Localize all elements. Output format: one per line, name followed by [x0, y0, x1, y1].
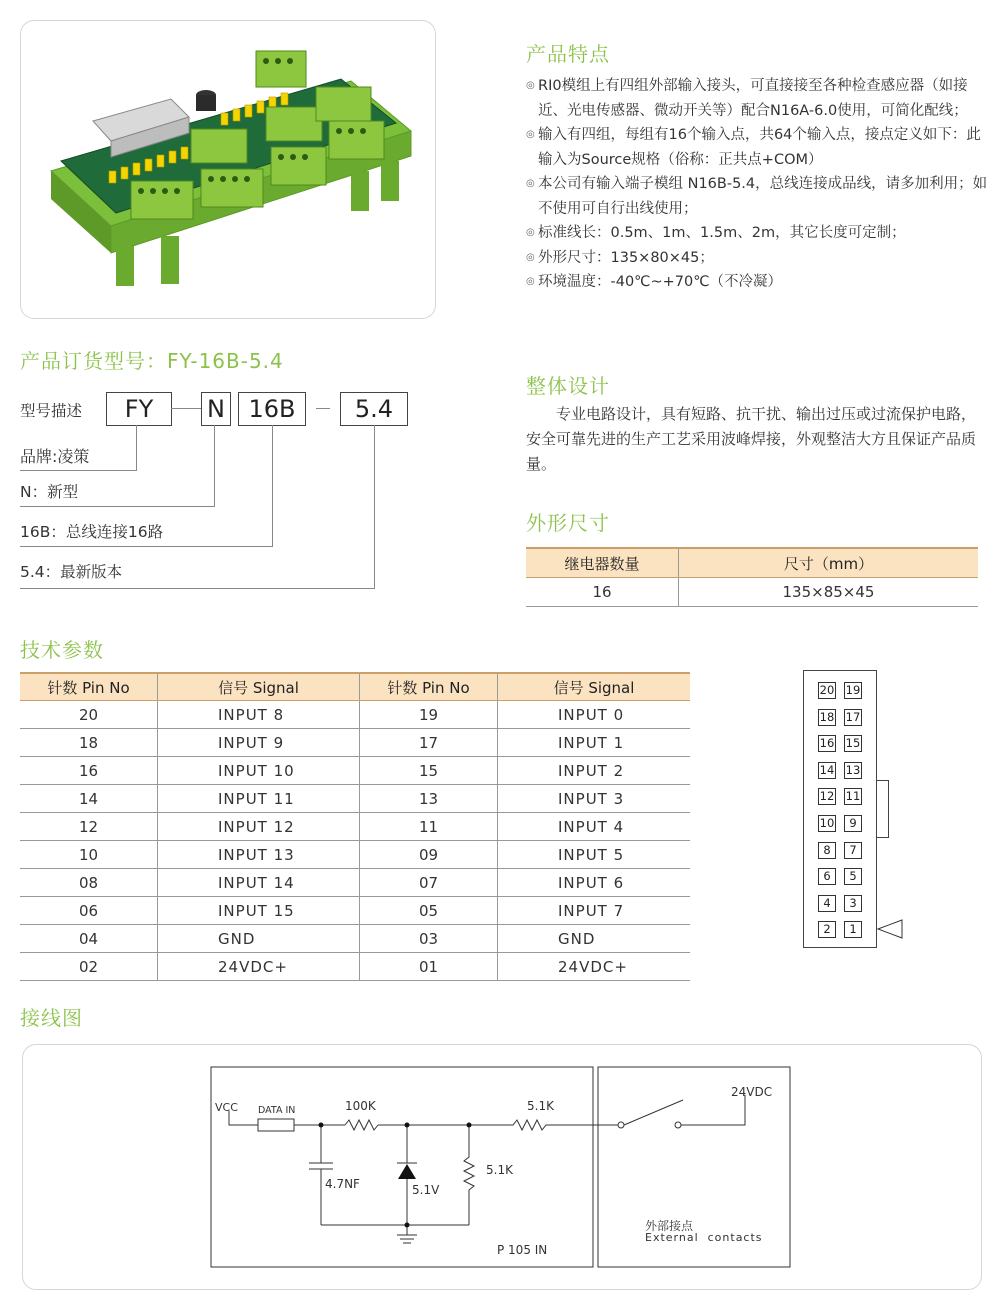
dimensions-table: [526, 547, 978, 607]
connector-pin: 1: [844, 921, 862, 938]
signal-cell: INPUT 15: [158, 897, 360, 925]
signal-cell: INPUT 1: [498, 729, 691, 757]
features-heading: 产品特点: [526, 42, 610, 66]
table-header-row: [20, 673, 690, 701]
pin-number-cell: 01: [360, 953, 498, 981]
column-header: 继电器数量: [526, 548, 679, 578]
data-in-label: DATA IN: [258, 1105, 296, 1116]
table-row: [20, 813, 690, 841]
capacitor-label: 4.7NF: [325, 1177, 360, 1191]
connector-pin: 2: [818, 921, 836, 938]
table-header-row: [526, 548, 978, 578]
feature-item: [526, 221, 988, 246]
leader-line: [20, 546, 273, 547]
table-cell: 16: [526, 578, 679, 607]
connector-pin: 14: [819, 762, 835, 777]
connector-pin: 13: [845, 762, 861, 777]
external-contact-cn: 外部接点: [645, 1219, 694, 1233]
connector-pin: 17: [845, 709, 861, 724]
signal-cell: GND: [158, 925, 360, 953]
wiring-frame: [22, 1044, 982, 1290]
pin-number-cell: 17: [360, 729, 498, 757]
connector-pin: 15: [845, 736, 861, 751]
column-header: 针数 Pin No: [360, 673, 498, 701]
r1-label: 100K: [345, 1099, 376, 1113]
table-row: [20, 897, 690, 925]
product-photo: [21, 21, 435, 318]
model-desc-label: 型号描述: [20, 402, 83, 420]
params-heading: 技术参数: [20, 638, 104, 662]
connector-pin: 16: [819, 736, 835, 751]
table-cell: 135×85×45: [679, 578, 979, 607]
pin-number-cell: 13: [360, 785, 498, 813]
pin-number-cell: 10: [20, 841, 158, 869]
signal-cell: INPUT 13: [158, 841, 360, 869]
code-connector-line: [316, 408, 330, 409]
connector-pin: 11: [845, 789, 861, 804]
features-list: [526, 74, 988, 295]
version-desc: 5.4：最新版本: [20, 563, 123, 581]
connector-pin: 19: [845, 683, 861, 697]
pin1-arrow-icon: [876, 918, 904, 940]
connector-key: [876, 780, 889, 838]
pin-number-cell: 02: [20, 953, 158, 981]
signal-cell: INPUT 0: [498, 701, 691, 729]
pin-label: P 105 IN: [497, 1243, 548, 1257]
r3-label: 5.1K: [486, 1163, 513, 1177]
design-text: 专业电路设计，具有短路、抗干扰、输出过压或过流保护电路，安全可靠先进的生产工艺采用波峰焊接，外观整洁大方且保证产品质量。: [526, 405, 977, 473]
pin-number-cell: 16: [20, 757, 158, 785]
pin-number-cell: 04: [20, 925, 158, 953]
leader-line: [214, 425, 215, 507]
leader-line: [272, 425, 273, 547]
leader-line: [20, 588, 375, 589]
dimensions-heading: 外形尺寸: [526, 511, 610, 535]
bullet-icon: ◎: [526, 276, 535, 287]
signal-cell: 24VDC+: [498, 953, 691, 981]
signal-cell: INPUT 12: [158, 813, 360, 841]
code-connector-line: [171, 408, 201, 409]
code-box-n: N: [201, 392, 231, 426]
signal-cell: 24VDC+: [158, 953, 360, 981]
signal-cell: INPUT 3: [498, 785, 691, 813]
pin-number-cell: 07: [360, 869, 498, 897]
signal-cell: INPUT 7: [498, 897, 691, 925]
feature-item: [526, 172, 988, 221]
code-box-16b: 16B: [238, 392, 306, 426]
external-contact-en: External contacts: [645, 1231, 763, 1244]
signal-cell: INPUT 8: [158, 701, 360, 729]
connector-pin: 3: [844, 895, 862, 912]
order-heading: 产品订货型号：FY-16B-5.4: [20, 349, 284, 373]
pin-number-cell: 18: [20, 729, 158, 757]
signal-cell: INPUT 14: [158, 869, 360, 897]
feature-text: 环境温度：-40℃~+70℃（不冷凝）: [538, 274, 782, 290]
pin-number-cell: 14: [20, 785, 158, 813]
r2-label: 5.1K: [527, 1099, 554, 1113]
feature-item: [526, 74, 988, 123]
pin-number-cell: 05: [360, 897, 498, 925]
table-row: [20, 757, 690, 785]
bullet-icon: ◎: [526, 227, 535, 238]
design-heading: 整体设计: [526, 374, 610, 398]
signal-cell: INPUT 6: [498, 869, 691, 897]
signal-cell: INPUT 5: [498, 841, 691, 869]
connector-pin: 10: [819, 816, 835, 830]
signal-cell: INPUT 9: [158, 729, 360, 757]
feature-text: RI0模组上有四组外部输入接头，可直接接至各种检查感应器（如接近、光电传感器、微动开关等）配合N16A-6.0使用，可简化配线；: [538, 78, 968, 119]
connector-diagram: [803, 670, 877, 948]
feature-text: 输入有四组，每组有16个输入点，共64个输入点，接点定义如下：此输入为Source规格（俗称：正共点+COM）: [538, 127, 981, 168]
signal-cell: INPUT 10: [158, 757, 360, 785]
brand-desc: 品牌:凌策: [20, 447, 90, 466]
16b-desc: 16B：总线连接16路: [20, 523, 164, 541]
params-table: [20, 672, 690, 981]
table-row: [20, 869, 690, 897]
table-row: [20, 925, 690, 953]
feature-item: [526, 270, 988, 295]
feature-text: 本公司有输入端子模组 N16B-5.4，总线连接成品线，请多加利用；如不使用可自行出线使用；: [538, 176, 988, 217]
pin-number-cell: 19: [360, 701, 498, 729]
wiring-heading: 接线图: [20, 1006, 83, 1030]
pin-number-cell: 15: [360, 757, 498, 785]
signal-cell: GND: [498, 925, 691, 953]
pin-number-cell: 09: [360, 841, 498, 869]
connector-pin: 4: [818, 895, 836, 912]
leader-line: [20, 506, 215, 507]
pin-number-cell: 03: [360, 925, 498, 953]
n-desc: N：新型: [20, 483, 79, 501]
connector-pin: 18: [819, 709, 835, 724]
leader-line: [136, 425, 137, 471]
leader-line: [20, 470, 137, 471]
signal-cell: INPUT 11: [158, 785, 360, 813]
pin-number-cell: 08: [20, 869, 158, 897]
connector-pin: 12: [819, 789, 835, 804]
column-header: 针数 Pin No: [20, 673, 158, 701]
table-row: [526, 578, 978, 607]
feature-text: 外形尺寸：135×80×45；: [538, 249, 714, 266]
pin-number-cell: 11: [360, 813, 498, 841]
connector-pin: 20: [819, 683, 835, 697]
table-row: [20, 953, 690, 981]
code-box-version: 5.4: [340, 392, 408, 426]
pin-number-cell: 20: [20, 701, 158, 729]
bullet-icon: ◎: [526, 129, 535, 140]
table-row: [20, 701, 690, 729]
column-header: 尺寸（mm）: [679, 548, 979, 578]
product-photo-frame: [20, 20, 436, 319]
connector-pin: 8: [818, 842, 836, 859]
connector-pin: 5: [844, 868, 862, 885]
bullet-icon: ◎: [526, 80, 535, 91]
pin-number-cell: 06: [20, 897, 158, 925]
connector-pin: 6: [818, 868, 836, 885]
zener-label: 5.1V: [412, 1183, 440, 1197]
connector-pin: 9: [844, 815, 862, 832]
feature-item: [526, 246, 988, 271]
pin-number-cell: 12: [20, 813, 158, 841]
column-header: 信号 Signal: [498, 673, 691, 701]
bullet-icon: ◎: [526, 251, 535, 263]
feature-text: 标准线长：0.5m、1m、1.5m、2m，其它长度可定制；: [538, 225, 906, 241]
table-row: [20, 785, 690, 813]
leader-line: [374, 425, 375, 589]
signal-cell: INPUT 4: [498, 813, 691, 841]
vcc-label: VCC: [215, 1101, 238, 1114]
connector-pin: 7: [844, 842, 862, 859]
column-header: 信号 Signal: [158, 673, 360, 701]
signal-cell: INPUT 2: [498, 757, 691, 785]
code-box-fy: FY: [106, 392, 172, 426]
table-row: [20, 729, 690, 757]
table-row: [20, 841, 690, 869]
supply-label: 24VDC: [731, 1085, 773, 1099]
feature-item: [526, 123, 988, 172]
bullet-icon: ◎: [526, 178, 535, 189]
